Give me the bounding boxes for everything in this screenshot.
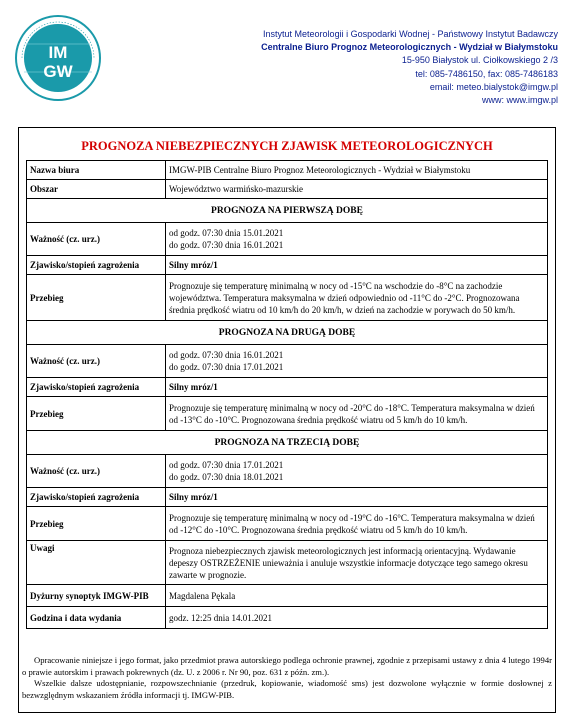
area-value: Województwo warmińsko-mazurskie — [166, 180, 548, 199]
day2-validity-from: od godz. 07:30 dnia 16.01.2021 — [169, 350, 284, 360]
table-row — [27, 223, 548, 256]
day2-course-label: Przebieg — [27, 397, 166, 431]
day3-heading: PROGNOZA NA TRZECIĄ DOBĘ — [27, 431, 548, 455]
table-row — [27, 345, 548, 378]
area-label: Obszar — [27, 180, 166, 199]
table-row — [27, 275, 548, 321]
synoptic-label: Dyżurny synoptyk IMGW-PIB — [27, 585, 166, 607]
forecast-table — [26, 160, 548, 629]
issued-label: Godzina i data wydania — [27, 607, 166, 629]
table-row — [27, 199, 548, 223]
table-row — [27, 256, 548, 275]
svg-text:IM: IM — [48, 43, 68, 62]
day1-phenomenon-value: Silny mróz/1 — [166, 256, 548, 275]
office-value: IMGW-PIB Centralne Biuro Prognoz Meteorologicznych - Wydział w Białymstoku — [166, 161, 548, 180]
letterhead — [0, 0, 574, 120]
day1-course-text: Prognozuje się temperaturę minimalną w nocy od -15°C na wschodzie do -8°C na zachodzie województwa. Temperatura maksymalna w dzień odpowiednio od -11°C do -2°C. Prognozowana średnia prędkość wiatru od 10 km/h do 20 km/h, w dzień na zachodzie w porywach do 50 km/h. — [166, 275, 548, 321]
day2-phenomenon-label: Zjawisko/stopień zagrożenia — [27, 378, 166, 397]
table-row — [27, 488, 548, 507]
day1-validity-label: Ważność (cz. urz.) — [27, 223, 166, 256]
table-row — [27, 585, 548, 607]
table-row — [27, 161, 548, 180]
day1-heading: PROGNOZA NA PIERWSZĄ DOBĘ — [27, 199, 548, 223]
table-row — [27, 431, 548, 455]
day2-validity-value — [166, 345, 548, 378]
table-row — [27, 607, 548, 629]
remarks-label: Uwagi — [27, 541, 166, 585]
day1-course-label: Przebieg — [27, 275, 166, 321]
synoptic-value: Magdalena Pękala — [166, 585, 548, 607]
day2-validity-label: Ważność (cz. urz.) — [27, 345, 166, 378]
day3-validity-from: od godz. 07:30 dnia 17.01.2021 — [169, 460, 284, 470]
table-row — [27, 541, 548, 585]
remarks-text: Prognoza niebezpiecznych zjawisk meteorologicznych jest informacją orientacyjną. Wydawanie depeszy OSTRZEŻENIE unieważnia i anuluje wszystkie informacje dotyczące tego samego okresu zawarte w prognozie. — [166, 541, 548, 585]
day3-validity-value — [166, 455, 548, 488]
imgw-logo — [14, 14, 102, 102]
day3-phenomenon-label: Zjawisko/stopień zagrożenia — [27, 488, 166, 507]
day1-validity-from: od godz. 07:30 dnia 15.01.2021 — [169, 228, 284, 238]
office-label: Nazwa biura — [27, 161, 166, 180]
phone-text: tel: 085-7486150, fax: 085-7486183 — [415, 68, 558, 79]
day3-phenomenon-value: Silny mróz/1 — [166, 488, 548, 507]
address-text: 15-950 Białystok ul. Ciołkowskiego 2 /3 — [401, 55, 558, 66]
table-row — [27, 455, 548, 488]
day1-validity-value — [166, 223, 548, 256]
copyright-footer — [22, 655, 552, 701]
office-name: Centralne Biuro Prognoz Meteorologicznych - Wydział w Białymstoku — [261, 42, 558, 53]
table-row — [27, 321, 548, 345]
table-row — [27, 397, 548, 431]
day3-validity-to: do godz. 07:30 dnia 18.01.2021 — [169, 472, 284, 482]
day1-validity-to: do godz. 07:30 dnia 16.01.2021 — [169, 240, 284, 250]
table-row — [27, 507, 548, 541]
day3-validity-label: Ważność (cz. urz.) — [27, 455, 166, 488]
copyright-paragraph-2: Wszelkie dalsze udostępnianie, rozpowszechnianie (przedruk, kopiowanie, wiadomość sms) jest dozwolone wyłącznie w formie dosłownej z bezwzględnym wskazaniem źródła informacji tj. IMGW-PIB. — [22, 678, 552, 700]
institute-name: Instytut Meteorologii i Gospodarki Wodnej - Państwowy Instytut Badawczy — [263, 29, 558, 39]
table-row — [27, 180, 548, 199]
day3-course-text: Prognozuje się temperaturę minimalną w nocy od -19°C do -16°C. Temperatura maksymalna w dzień od -12°C do -10°C. Prognozowana średnia prędkość wiatru od 5 km/h do 10 km/h. — [166, 507, 548, 541]
www-text: www: www.imgw.pl — [481, 95, 558, 106]
day3-course-label: Przebieg — [27, 507, 166, 541]
day2-validity-to: do godz. 07:30 dnia 17.01.2021 — [169, 362, 284, 372]
table-row — [27, 378, 548, 397]
issued-value: godz. 12:25 dnia 14.01.2021 — [166, 607, 548, 629]
institute-contact-block — [261, 28, 558, 107]
email-text: email: meteo.bialystok@imgw.pl — [429, 81, 558, 92]
copyright-paragraph-1: Opracowanie niniejsze i jego format, jako przedmiot prawa autorskiego podlega ochronie prawnej, zgodnie z przepisami ustawy z dnia 4 lutego 1994r o prawie autorskim i prawach pokrewnych (dz. U. z 2006 r. Nr 90, poz. 631 z późn. zm.). — [22, 655, 552, 677]
day1-phenomenon-label: Zjawisko/stopień zagrożenia — [27, 256, 166, 275]
svg-text:GW: GW — [43, 62, 73, 81]
day2-heading: PROGNOZA NA DRUGĄ DOBĘ — [27, 321, 548, 345]
day2-course-text: Prognozuje się temperaturę minimalną w nocy od -20°C do -18°C. Temperatura maksymalna w dzień od -13°C do -10°C. Prognozowana średnia prędkość wiatru od 5 km/h do 10 km/h. — [166, 397, 548, 431]
document-title: PROGNOZA NIEBEZPIECZNYCH ZJAWISK METEOROLOGICZNYCH — [81, 138, 493, 153]
day2-phenomenon-value: Silny mróz/1 — [166, 378, 548, 397]
